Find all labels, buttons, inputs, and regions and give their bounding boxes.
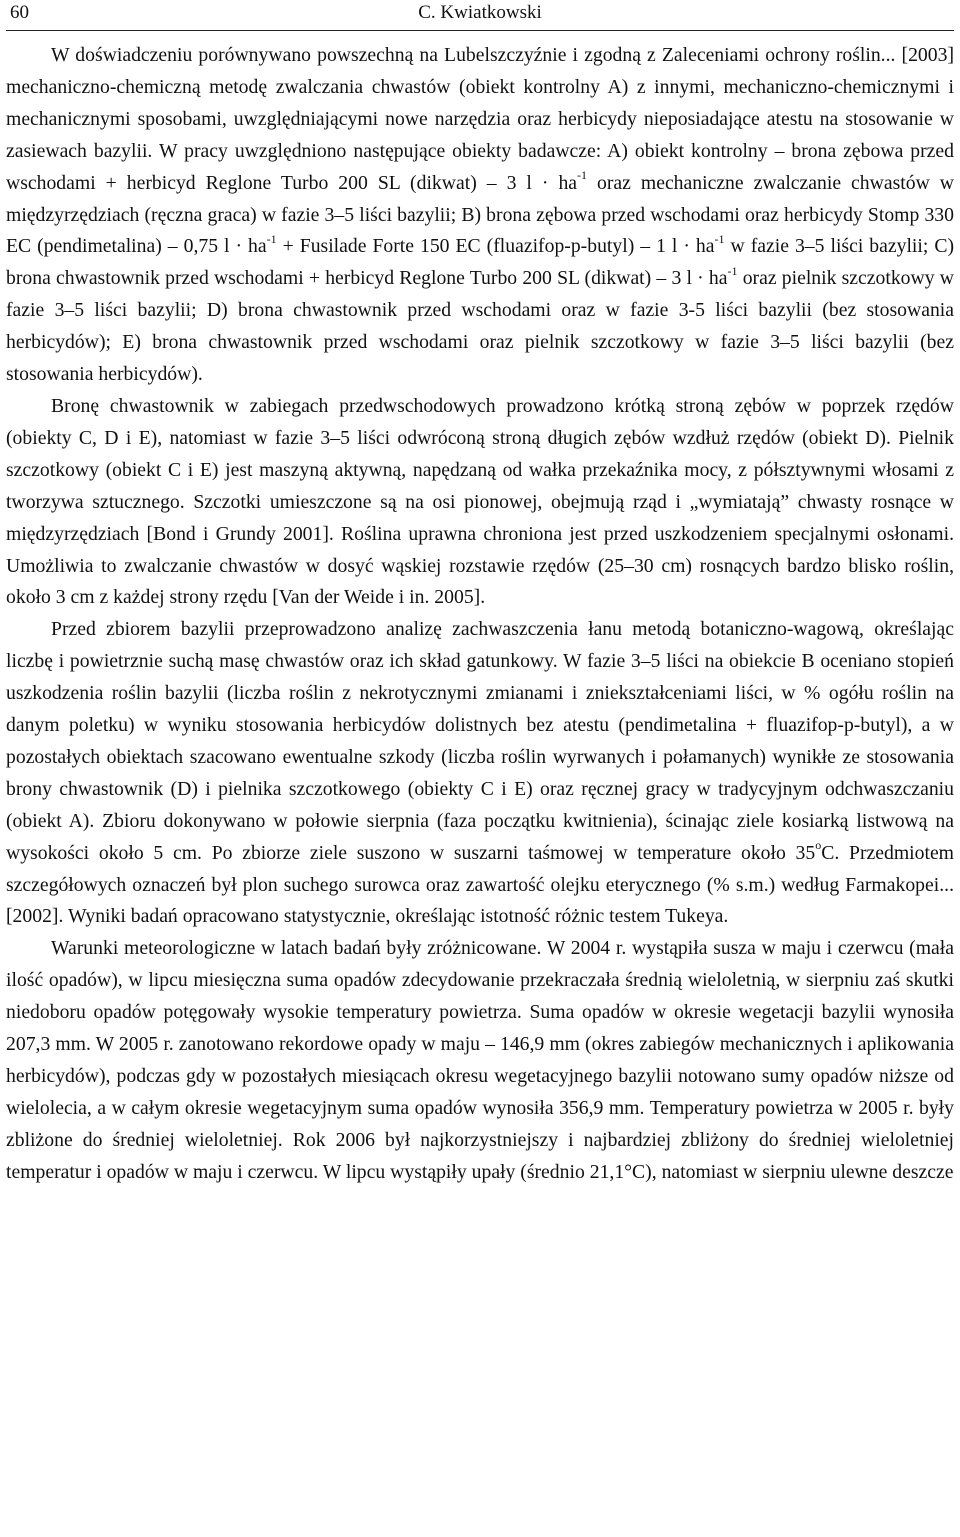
superscript: -1: [266, 231, 277, 246]
paragraph-tools: [6, 391, 954, 614]
running-header: [6, 0, 954, 40]
text-run: oraz pielnik szczotkowy w fazie 3–5 liści bazylii; D) brona chwastownik przed wschodami oraz w fazie 3-5 liści bazylii (bez stosowania herbicydów); E) brona chwastownik przed wschodami oraz pielnik szczotkowy w fazie 3–5 liści bazylii (bez stosowania herbicydów).: [6, 267, 955, 386]
superscript: -1: [714, 231, 725, 246]
superscript: o: [815, 838, 822, 853]
paragraph-experiment-design: [6, 40, 954, 391]
text-run: C. Przedmiotem szczegółowych oznaczeń był plon suchego surowca oraz zawartość olejku eterycznego (% s.m.) według Farmakopei... [2002]. Wyniki badań opracowano statystycznie, określając istotność różnic testem Tukeya.: [6, 841, 954, 928]
superscript: -1: [727, 263, 738, 278]
text-run: W doświadczeniu porównywano powszechną na Lubelszczyźnie i zgodną z Zaleceniami ochrony roślin... [2003] mechaniczno-chemiczną metodę zwalczania chwastów (obiekt kontrolny A) z innymi, mechaniczno-chemicznymi i mechanicznymi sposobami, uwzględniającymi nowe narzędzia oraz herbicydy nieposiadające atestu na stosowanie w zasiewach bazylii. W pracy uwzględniono następujące obiekty badawcze: A) obiekt kontrolny – brona zębowa przed wschodami + herbicyd Reglone Turbo 200 SL (dikwat) – 3 l · ha: [6, 44, 954, 194]
running-author: C. Kwiatkowski: [418, 2, 542, 23]
text-run: Warunki meteorologiczne w latach badań były zróżnicowane. W 2004 r. wystąpiła susza w maju i czerwcu (mała ilość opadów), w lipcu miesięczna suma opadów zdecydowanie przekraczała średnią wieloletnią, w sierpniu zaś skutki niedoboru opadów potęgowały wysokie temperatury powietrza. Suma opadów w okresie wegetacji bazylii wynosiła 207,3 mm. W 2005 r. zanotowano rekordowe opady w maju – 146,9 mm (okres zabiegów mechanicznych i aplikowania herbicydów), podczas gdy w pozostałych miesiącach okresu wegetacyjnego bazylii notowano sumy opadów niższe od wielolecia, a w całym okresie wegetacyjnym suma opadów wynosiła 356,9 mm. Temperatury powietrza w 2005 r. były zbliżone do średniej wieloletniej. Rok 2006 był najkorzystniejszy i najbardziej zbliżony do średniej wieloletniej temperatur i opadów w maju i czerwcu. W lipcu wystąpiły upały (średnio 21,1°C), natomiast w sierpniu ulewne deszcze: [6, 937, 954, 1183]
text-run: oraz mechaniczne zwalczanie chwastów w międzyrzędziach (ręczna graca) w fazie 3–5 liści bazylii; B) brona zębowa przed wschodami oraz herbicydy Stomp 330 EC (pendimetalina) – 0,75 l · ha: [6, 171, 955, 258]
page-number: 60: [10, 2, 29, 23]
text-run: w fazie 3–5 liści bazylii; C) brona chwastownik przed wschodami + herbicyd Reglone Turbo 200 SL (dikwat) – 3 l · ha: [6, 235, 955, 290]
text-run: Bronę chwastownik w zabiegach przedwschodowych prowadzono krótką stroną zębów w poprzek rzędów (obiekty C, D i E), natomiast w fazie 3–5 liści odwróconą stroną długich zębów wzdłuż rzędów (obiekt D). Pielnik szczotkowy (obiekt C i E) jest maszyną aktywną, napędzaną od wałka przekaźnika mocy, z półsztywnymi włosami z tworzywa sztucznego. Szczotki umieszczone są na osi pionowej, obejmują rząd i „wymiatają” chwasty rosnące w międzyrzędziach [Bond i Grundy 2001]. Roślina uprawna chroniona jest przed uszkodzeniem specjalnymi osłonami. Umożliwia to zwalczanie chwastów w dosyć wąskiej rozstawie rzędów (25–30 cm) rosnących bardzo blisko roślin, około 3 cm z każdej strony rzędu [Van der Weide i in. 2005].: [6, 394, 954, 609]
header-rule: [6, 30, 954, 31]
body-text: [6, 40, 954, 1189]
text-run: + Fusilade Forte 150 EC (fluazifop-p-butyl) – 1 l · ha: [276, 235, 715, 258]
superscript: -1: [577, 168, 588, 183]
paragraph-methods: [6, 614, 954, 933]
text-run: Przed zbiorem bazylii przeprowadzono analizę zachwaszczenia łanu metodą botaniczno-wagową, określając liczbę i powietrznie suchą masę chwastów oraz ich skład gatunkowy. W fazie 3–5 liści na obiekcie B oceniano stopień uszkodzenia roślin bazylii (liczba roślin z nekrotycznymi zmianami i zniekształceniami liści, w % ogółu roślin na danym poletku) w wyniku stosowania herbicydów dolistnych bez atestu (pendimetalina + fluazifop-p-butyl), a w pozostałych obiektach szacowano ewentualne szkody (liczba roślin wyrwanych i połamanych) wynikłe ze stosowania brony chwastownik (D) i pielnika szczotkowego (obiekty C i E) oraz ręcznej gracy w tradycyjnym odchwaszczaniu (obiekt A). Zbioru dokonywano w połowie sierpnia (faza początku kwitnienia), ścinając ziele kosiarką listwową na wysokości około 5 cm. Po zbiorze ziele suszono w suszarni taśmowej w temperature około 35: [6, 618, 954, 864]
paragraph-weather: [6, 933, 954, 1188]
